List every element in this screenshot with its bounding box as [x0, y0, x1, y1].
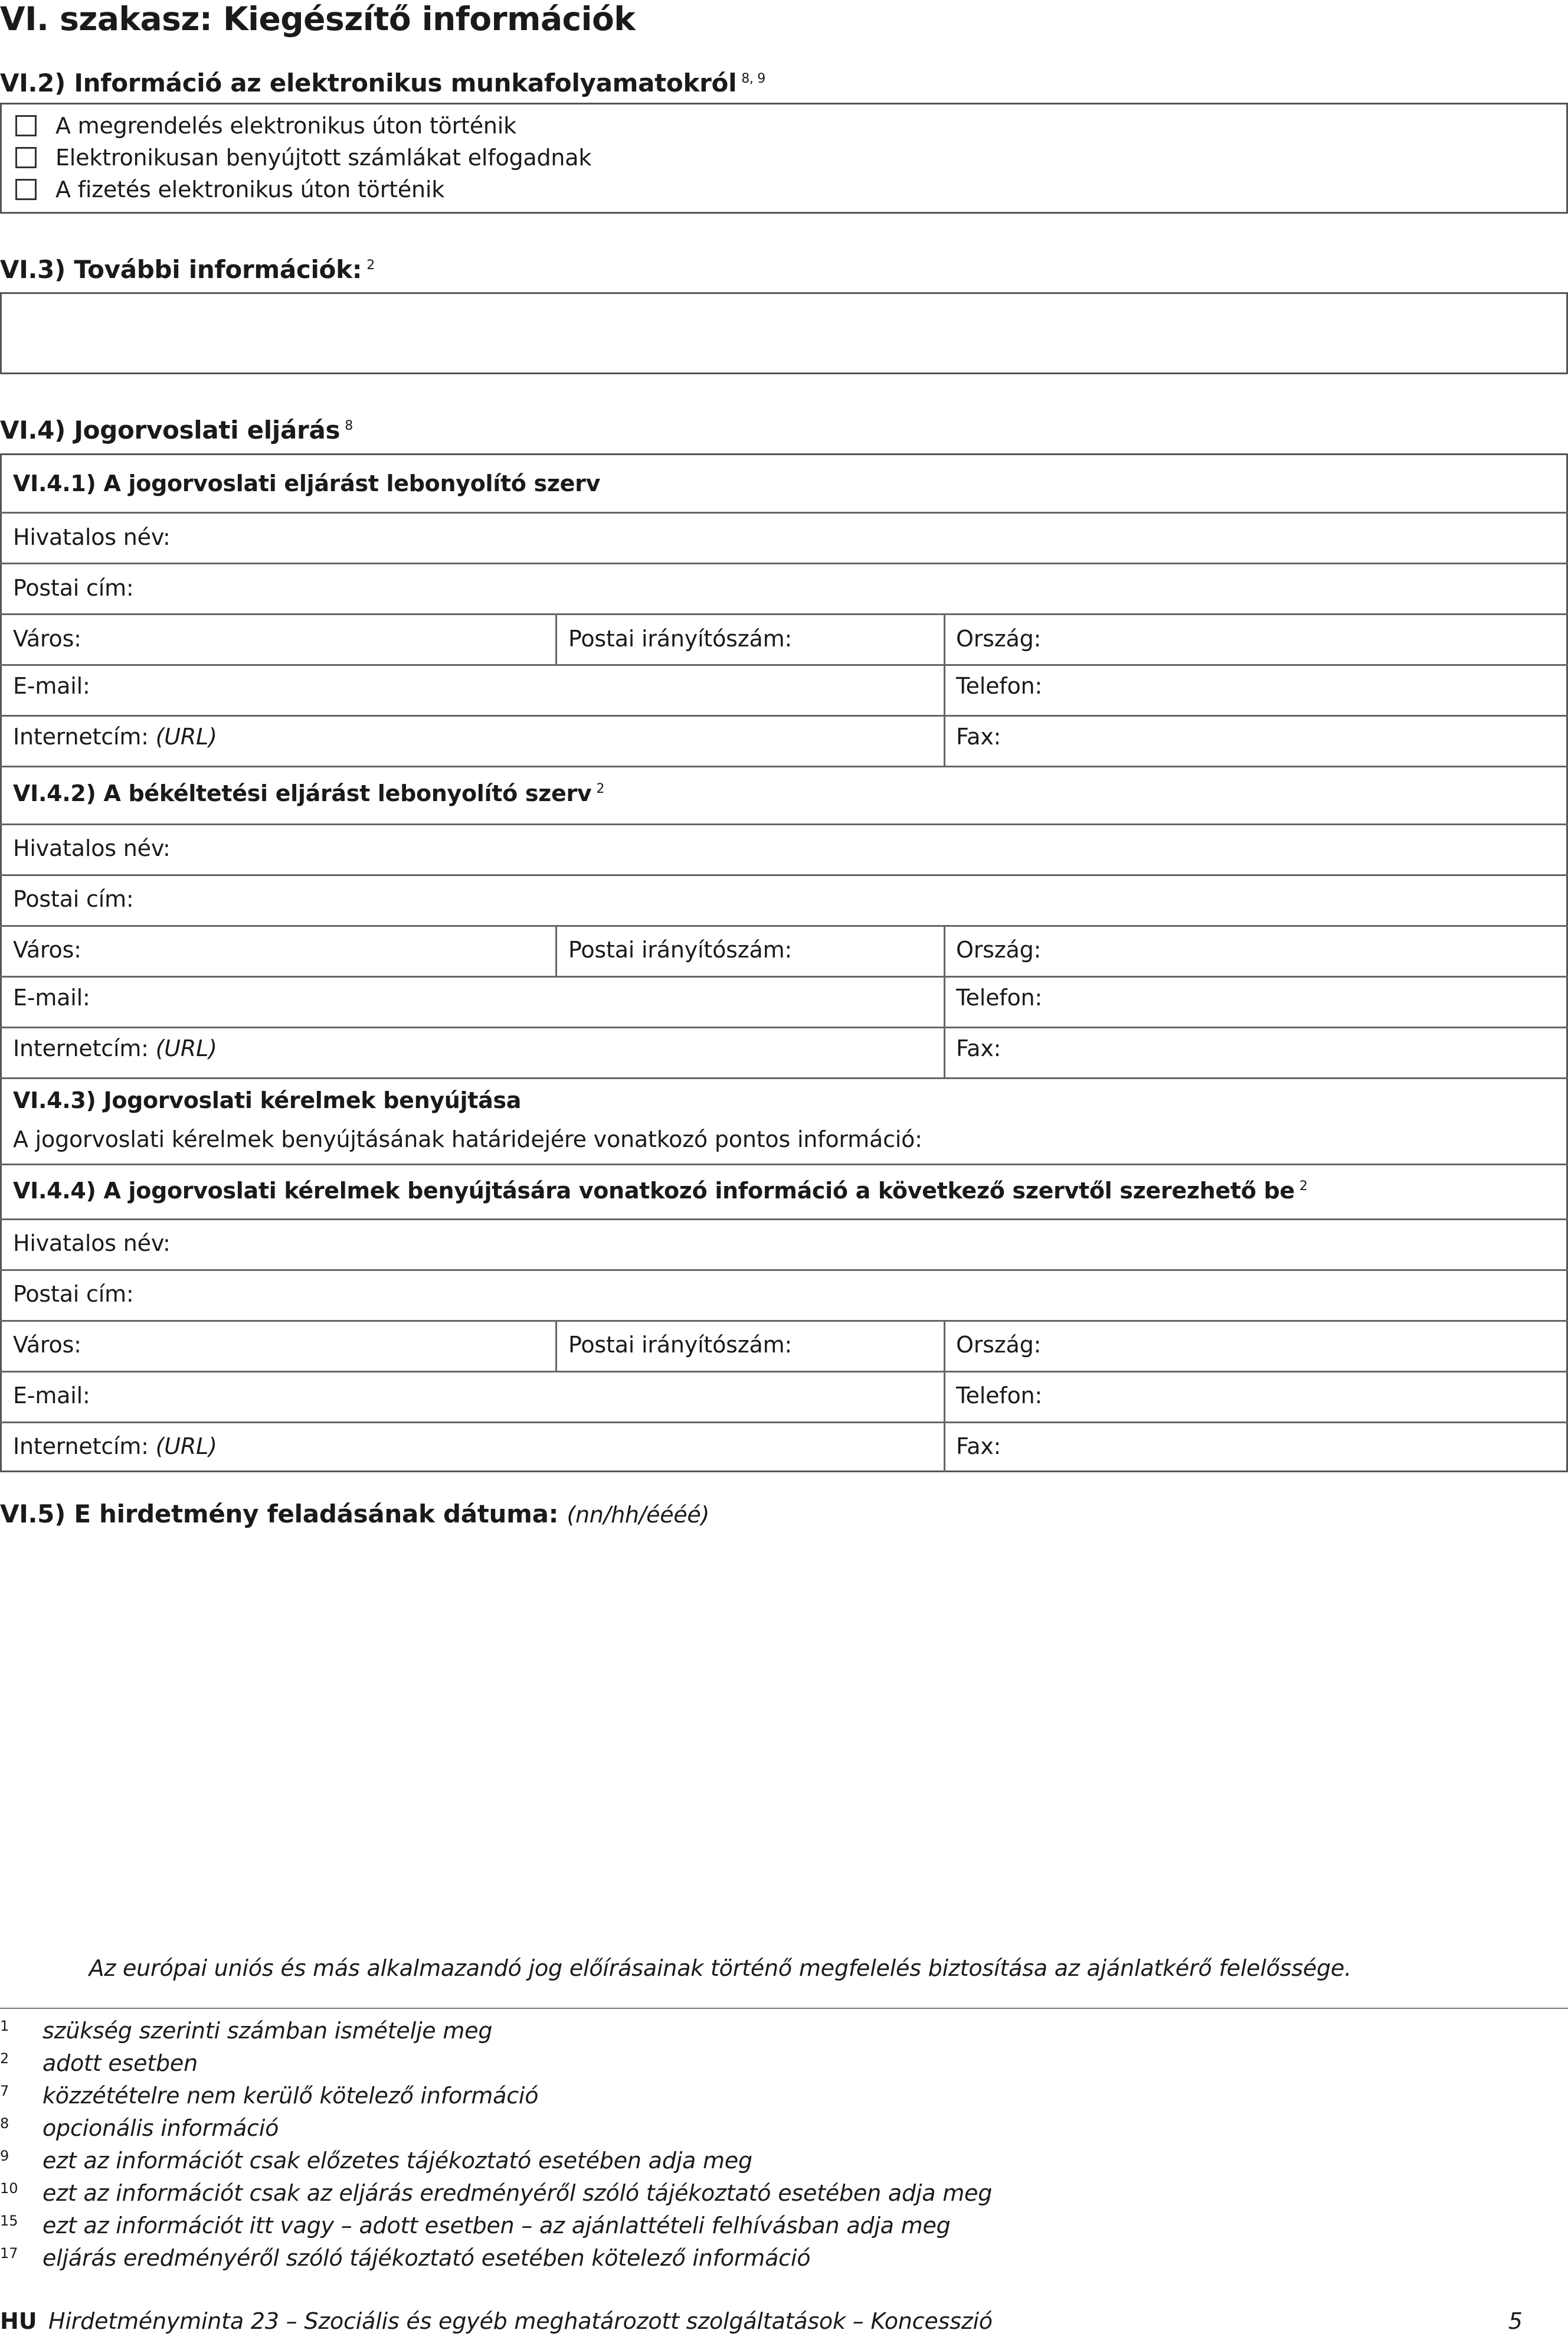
- vi2-heading: VI.2) Információ az elektronikus munkafolyamatokról $^{8, 9}$: [0, 68, 765, 97]
- footer-title: Hirdetményminta 23 – Szociális és egyéb meghatározott szolgáltatások – Koncesszió: [48, 2308, 993, 2334]
- footnote-text: közzétételre nem kerülő kötelező információ: [42, 2083, 539, 2109]
- footnote-text: ezt az információt csak az eljárás eredményéről szóló tájékoztató esetében adja meg: [42, 2180, 993, 2206]
- vi44-country-label: Ország:: [956, 1332, 1042, 1358]
- option-electronic-invoicing: Elektronikusan benyújtott számlákat elfogadnak: [55, 145, 592, 171]
- vi44-email-label: E-mail:: [13, 1383, 90, 1409]
- footnote-text: ezt az információt csak előzetes tájékoztató esetében adja meg: [42, 2148, 752, 2174]
- option-electronic-payment: A fizetés elektronikus úton történik: [55, 177, 445, 202]
- vi41-phone-label: Telefon:: [956, 673, 1042, 699]
- checkbox-electronic-ordering[interactable]: [15, 115, 37, 136]
- section-title: VI. szakasz: Kiegészítő információk: [0, 0, 636, 38]
- vi44-address-label: Postai cím:: [13, 1281, 134, 1307]
- vi42-name-label: Hivatalos név:: [13, 835, 171, 861]
- footnote-text: szükség szerinti számban ismételje meg: [42, 2018, 493, 2044]
- footnote-number: 9: [0, 2148, 9, 2164]
- vi41-city-label: Város:: [13, 626, 81, 652]
- footnote-number: 17: [0, 2245, 18, 2262]
- vi43-text: A jogorvoslati kérelmek benyújtásának határidejére vonatkozó pontos információ:: [13, 1126, 922, 1152]
- footnote-number: 10: [0, 2180, 18, 2197]
- vi44-internet-label: Internetcím: (URL): [13, 1433, 217, 1459]
- vi42-city-label: Város:: [13, 937, 81, 963]
- option-electronic-ordering: A megrendelés elektronikus úton történik: [55, 113, 516, 139]
- vi44-phone-label: Telefon:: [956, 1383, 1042, 1409]
- vi44-fax-label: Fax:: [956, 1433, 1001, 1459]
- vi43-heading: VI.4.3) Jogorvoslati kérelmek benyújtása: [13, 1087, 522, 1113]
- page-number: 5: [1508, 2308, 1523, 2334]
- vi41-email-label: E-mail:: [13, 673, 90, 699]
- vi41-country-label: Ország:: [956, 626, 1042, 652]
- vi41-fax-label: Fax:: [956, 724, 1001, 750]
- footer-lang: HU: [0, 2308, 37, 2334]
- footnote-text: eljárás eredményéről szóló tájékoztató esetében kötelező információ: [42, 2245, 811, 2271]
- vi42-country-label: Ország:: [956, 937, 1042, 963]
- vi4-heading: VI.4) Jogorvoslati eljárás $^8$: [0, 416, 353, 445]
- vi3-heading: VI.3) További információk: $^2$: [0, 255, 375, 284]
- footnote-number: 2: [0, 2050, 9, 2067]
- footnote-text: ezt az információt itt vagy – adott esetben – az ajánlattételi felhívásban adja meg: [42, 2213, 951, 2239]
- vi44-name-label: Hivatalos név:: [13, 1230, 171, 1256]
- vi41-postcode-label: Postai irányítószám:: [568, 626, 793, 652]
- vi44-postcode-label: Postai irányítószám:: [568, 1332, 793, 1358]
- disclaimer: Az európai uniós és más alkalmazandó jog előírásainak történő megfelelés biztosítása az ajánlatkérő felelőssége.: [89, 1955, 1351, 1981]
- vi41-heading: VI.4.1) A jogorvoslati eljárást lebonyolító szerv: [13, 470, 601, 496]
- vi42-address-label: Postai cím:: [13, 886, 134, 912]
- footnote-text: adott esetben: [42, 2050, 198, 2076]
- vi44-city-label: Város:: [13, 1332, 81, 1358]
- vi42-heading: VI.4.2) A békéltetési eljárást lebonyolító szerv $^2$: [13, 780, 605, 806]
- vi41-name-label: Hivatalos név:: [13, 524, 171, 550]
- footnote-number: 15: [0, 2213, 18, 2229]
- vi42-phone-label: Telefon:: [956, 985, 1042, 1011]
- checkbox-electronic-invoicing[interactable]: [15, 147, 37, 168]
- vi44-heading: VI.4.4) A jogorvoslati kérelmek benyújtására vonatkozó információ a következő szervtől szerezhető be $^2$: [13, 1178, 1308, 1204]
- vi42-internet-label: Internetcím: (URL): [13, 1035, 217, 1061]
- additional-info-field[interactable]: [0, 292, 1568, 374]
- footnote-number: 7: [0, 2083, 9, 2099]
- footnote-text: opcionális információ: [42, 2115, 279, 2141]
- vi5-heading: VI.5) E hirdetmény feladásának dátuma: (nn/hh/éééé): [0, 1499, 709, 1528]
- checkbox-electronic-payment[interactable]: [15, 179, 37, 200]
- vi42-postcode-label: Postai irányítószám:: [568, 937, 793, 963]
- footnote-number: 1: [0, 2018, 9, 2034]
- footnote-number: 8: [0, 2115, 9, 2132]
- vi41-internet-label: Internetcím: (URL): [13, 724, 217, 750]
- vi41-address-label: Postai cím:: [13, 575, 134, 601]
- vi42-email-label: E-mail:: [13, 985, 90, 1011]
- vi42-fax-label: Fax:: [956, 1035, 1001, 1061]
